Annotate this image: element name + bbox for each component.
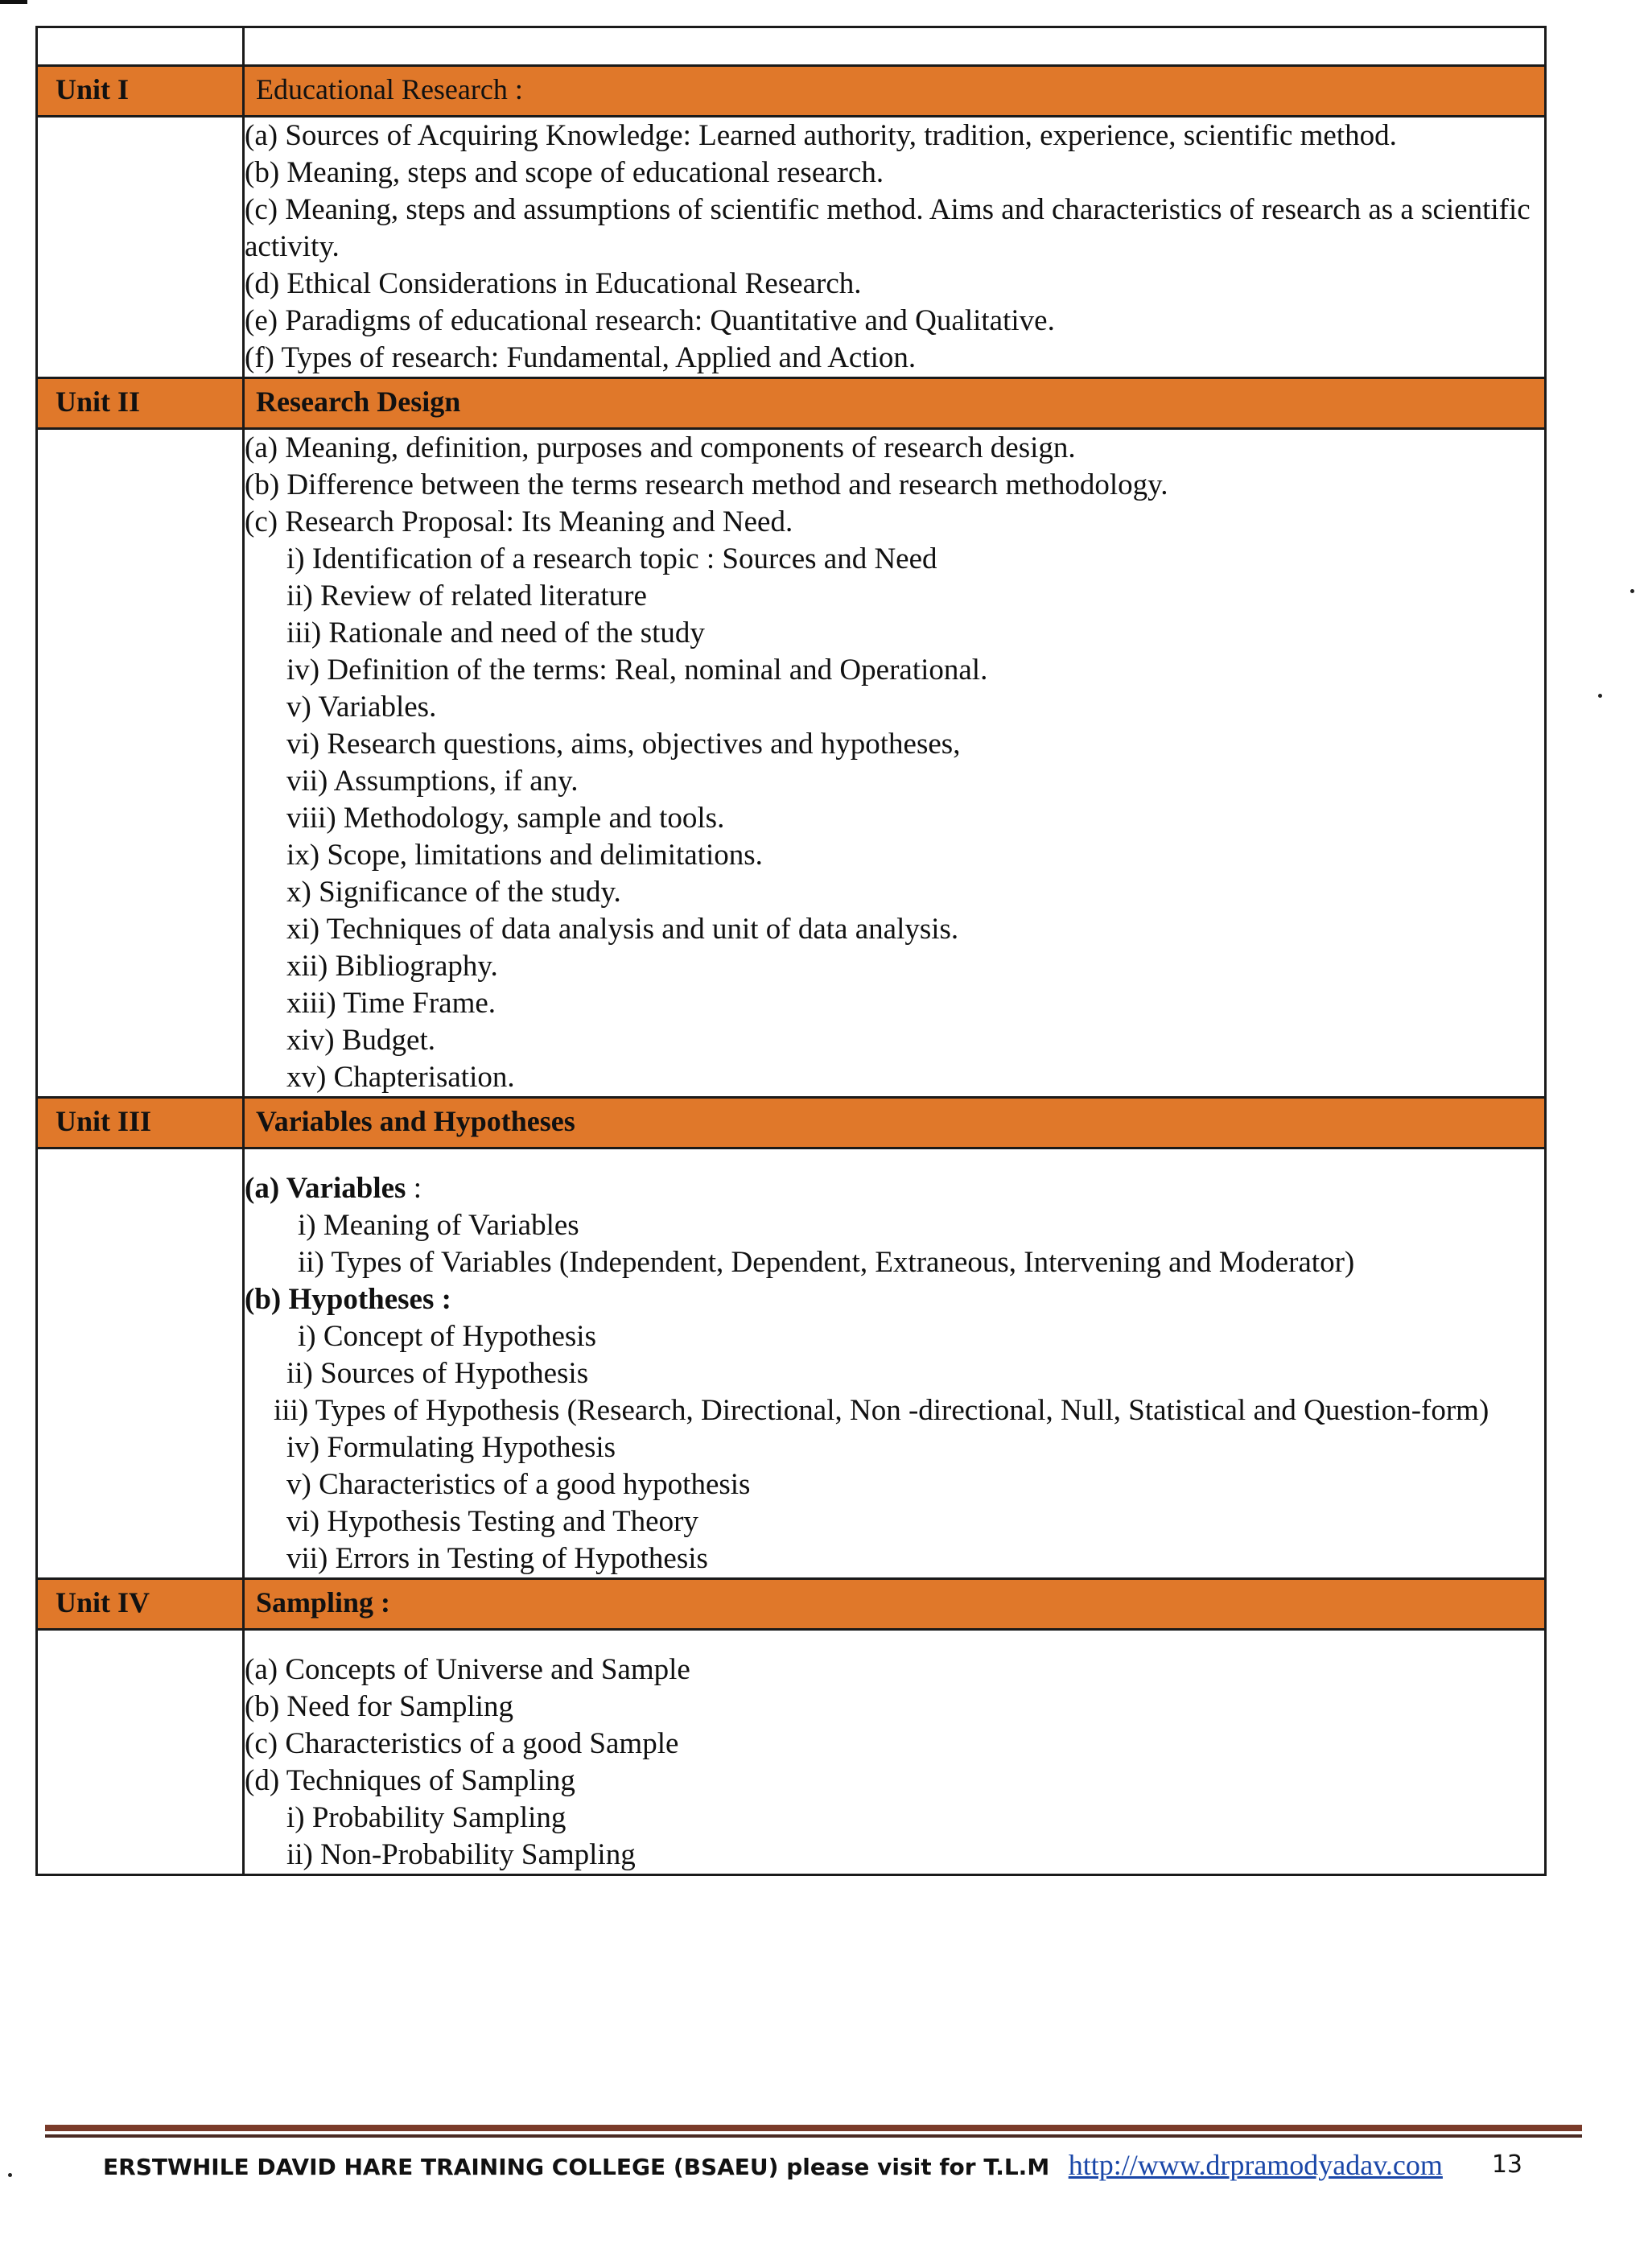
list-item: ii) Types of Variables (Independent, Dependent, Extraneous, Intervening and Moderator) xyxy=(298,1246,1355,1279)
subheading-suffix: : xyxy=(406,1172,422,1205)
list-item: xii) Bibliography. xyxy=(286,950,498,983)
spacer xyxy=(245,1631,1544,1652)
list-item: ix) Scope, limitations and delimitations. xyxy=(286,839,763,872)
unit-content-row xyxy=(37,1148,1546,1579)
list-item: iv) Definition of the terms: Real, nominal and Operational. xyxy=(286,654,988,687)
list-item: i) Meaning of Variables xyxy=(298,1209,579,1242)
unit-title: Research Design xyxy=(244,378,1546,429)
page-edge-mark xyxy=(0,0,27,4)
unit-blank-cell xyxy=(37,1148,244,1579)
list-item: (a) Sources of Acquiring Knowledge: Learned authority, tradition, experience, scientific method. xyxy=(245,119,1397,152)
list-item: xiv) Budget. xyxy=(286,1024,435,1057)
list-item: x) Significance of the study. xyxy=(286,876,621,909)
unit-content-row xyxy=(37,1630,1546,1875)
empty-cell xyxy=(244,27,1546,66)
unit-header-row xyxy=(37,1579,1546,1630)
list-item: vii) Errors in Testing of Hypothesis xyxy=(286,1542,708,1575)
unit-content xyxy=(244,1148,1546,1579)
list-item: ii) Sources of Hypothesis xyxy=(286,1357,589,1390)
unit-blank-cell xyxy=(37,1630,244,1875)
list-item: (c) Characteristics of a good Sample xyxy=(245,1727,679,1760)
unit-title: Educational Research : xyxy=(244,66,1546,117)
list-item: (c) Research Proposal: Its Meaning and Need. xyxy=(245,505,793,538)
list-item xyxy=(245,1170,1544,1207)
footer-website-link[interactable]: http://www.drpramodyadav.com xyxy=(1068,2149,1443,2181)
list-item: (a) Concepts of Universe and Sample xyxy=(245,1653,690,1686)
list-item: (d) Ethical Considerations in Educational Research. xyxy=(245,267,862,300)
syllabus-table xyxy=(35,26,1547,1876)
unit-content-row xyxy=(37,429,1546,1098)
unit-content xyxy=(244,1630,1546,1875)
list-item xyxy=(245,1281,1544,1318)
page-number: 13 xyxy=(1491,2150,1522,2179)
list-item: iii) Rationale and need of the study xyxy=(286,616,705,649)
scan-speck xyxy=(1598,694,1602,698)
list-item: vi) Hypothesis Testing and Theory xyxy=(286,1505,698,1538)
unit-header-row xyxy=(37,1098,1546,1148)
scan-speck xyxy=(8,2173,12,2177)
page-footer xyxy=(103,2145,1568,2185)
list-item: (f) Types of research: Fundamental, Applied and Action. xyxy=(245,341,917,374)
list-item: iii) Types of Hypothesis (Research, Directional, Non -directional, Null, Statistical and Question-form) xyxy=(274,1394,1489,1427)
unit-title: Sampling : xyxy=(244,1579,1546,1630)
list-item: vi) Research questions, aims, objectives and hypotheses, xyxy=(286,728,961,761)
empty-cell xyxy=(37,27,244,66)
list-item: (c) Meaning, steps and assumptions of scientific method. Aims and characteristics of research as a scientific activity. xyxy=(245,193,1531,263)
unit-title: Variables and Hypotheses xyxy=(244,1098,1546,1148)
list-item: (b) Difference between the terms research method and research methodology. xyxy=(245,468,1168,501)
unit-label: Unit IV xyxy=(37,1579,244,1630)
list-item: i) Probability Sampling xyxy=(286,1801,566,1834)
unit-header-row xyxy=(37,66,1546,117)
list-item: xi) Techniques of data analysis and unit of data analysis. xyxy=(286,913,959,946)
scan-speck xyxy=(1630,589,1634,593)
table-top-empty-row xyxy=(37,27,1546,66)
list-item: iv) Formulating Hypothesis xyxy=(286,1431,616,1464)
list-item: ii) Review of related literature xyxy=(286,579,647,612)
footer-rule xyxy=(45,2134,1582,2138)
unit-header-row xyxy=(37,378,1546,429)
list-item: (b) Need for Sampling xyxy=(245,1690,513,1723)
list-item: xiii) Time Frame. xyxy=(286,987,496,1020)
list-item: vii) Assumptions, if any. xyxy=(286,765,579,798)
list-item: (d) Techniques of Sampling xyxy=(245,1764,575,1797)
list-item: ii) Non-Probability Sampling xyxy=(286,1838,636,1871)
unit-content-row xyxy=(37,117,1546,378)
list-item: i) Identification of a research topic : Sources and Need xyxy=(286,542,937,575)
unit-label: Unit III xyxy=(37,1098,244,1148)
list-item: viii) Methodology, sample and tools. xyxy=(286,802,725,835)
unit-blank-cell xyxy=(37,429,244,1098)
list-item: v) Characteristics of a good hypothesis xyxy=(286,1468,751,1501)
subheading: (a) Variables xyxy=(245,1172,406,1205)
subheading: (b) Hypotheses : xyxy=(245,1283,451,1316)
unit-content xyxy=(244,117,1546,378)
unit-content xyxy=(244,429,1546,1098)
list-item: i) Concept of Hypothesis xyxy=(298,1320,596,1353)
list-item: (a) Meaning, definition, purposes and components of research design. xyxy=(245,431,1076,464)
list-item: (b) Meaning, steps and scope of educational research. xyxy=(245,156,884,189)
footer-rule xyxy=(45,2125,1582,2131)
list-item: v) Variables. xyxy=(286,691,437,724)
list-item: (e) Paradigms of educational research: Quantitative and Qualitative. xyxy=(245,304,1055,337)
unit-label: Unit I xyxy=(37,66,244,117)
unit-label: Unit II xyxy=(37,378,244,429)
footer-college-text: ERSTWHILE DAVID HARE TRAINING COLLEGE (BSAEU) please visit for T.L.M xyxy=(103,2154,1050,2180)
list-item: xv) Chapterisation. xyxy=(286,1061,515,1094)
spacer xyxy=(245,1149,1544,1170)
unit-blank-cell xyxy=(37,117,244,378)
